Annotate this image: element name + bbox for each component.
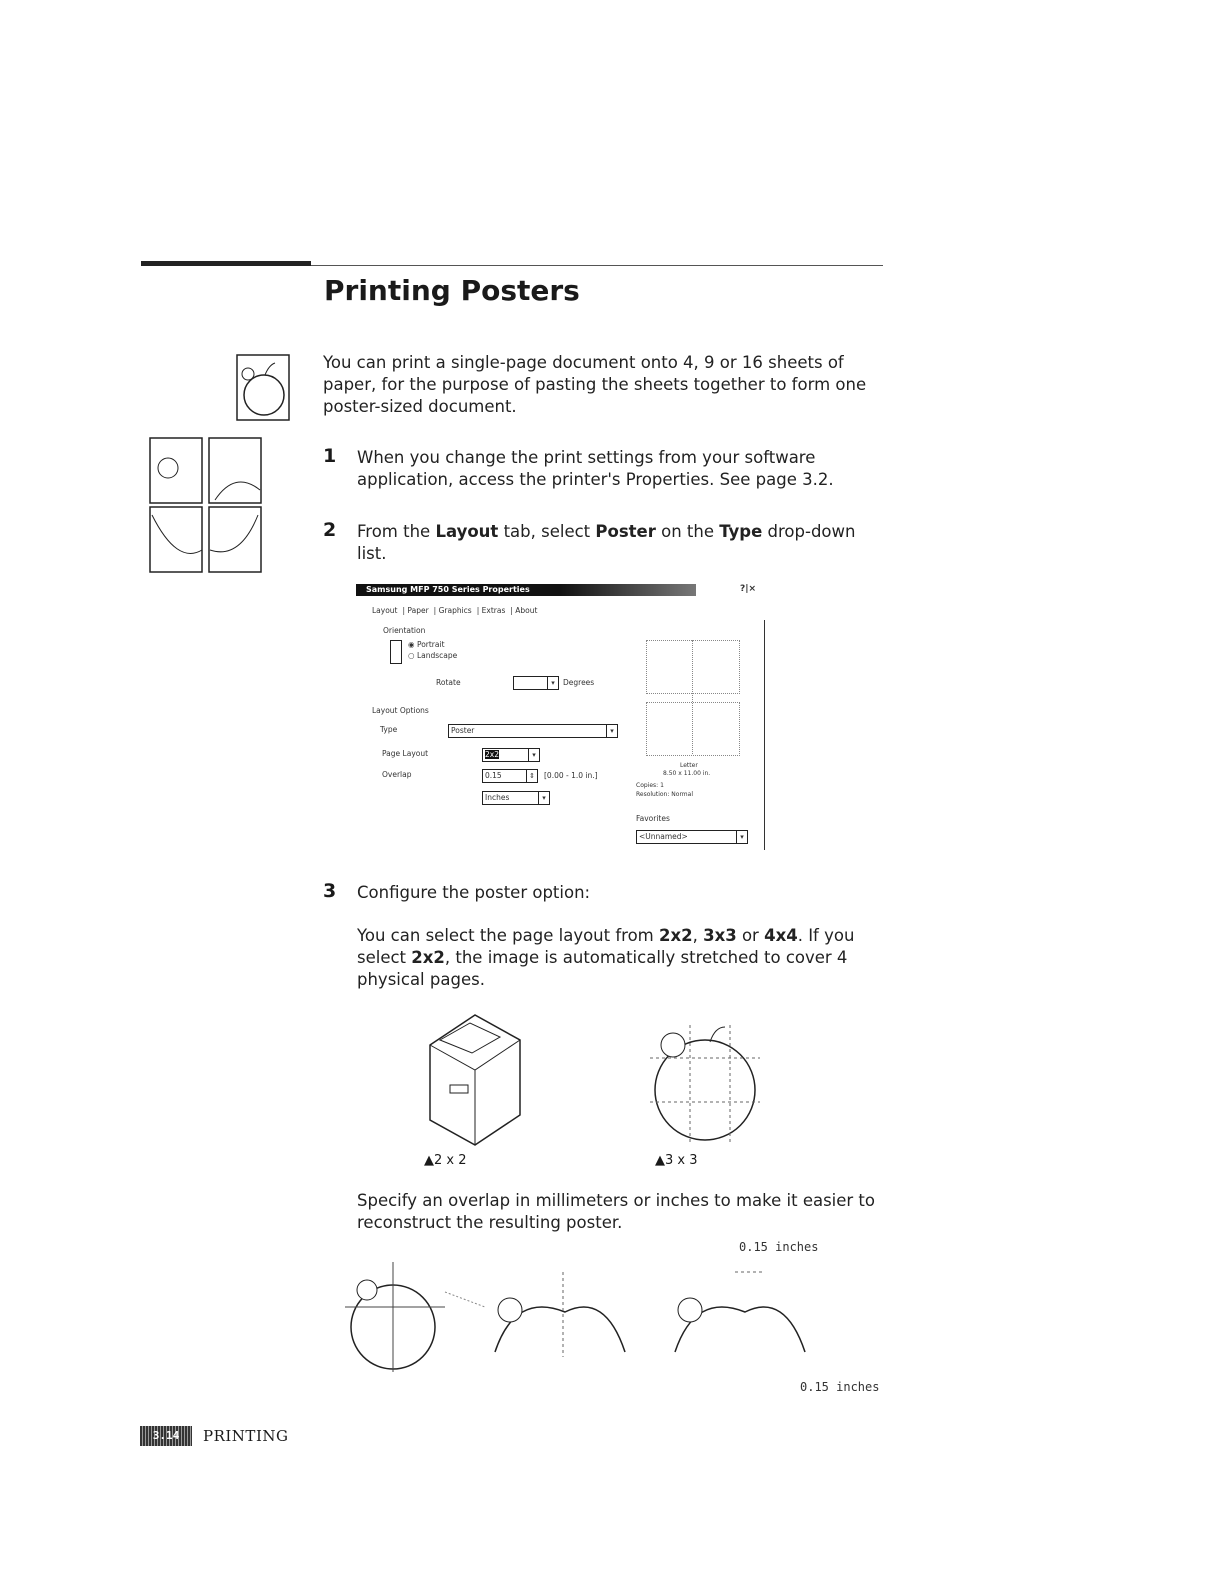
printer-properties-dialog xyxy=(356,584,768,850)
tab-about[interactable]: About xyxy=(515,606,538,615)
page-layout-label: Page Layout xyxy=(382,749,429,758)
page-number-badge: 3.14 xyxy=(140,1426,192,1446)
overlap-input[interactable]: 0.15 ⇕ xyxy=(482,769,538,783)
units-select[interactable]: Inches ▾ xyxy=(482,791,550,805)
overlap-label-bottom: 0.15 inches xyxy=(800,1380,880,1394)
page-layout-select[interactable]: 2x2 ▾ xyxy=(482,748,540,762)
favorites-select[interactable]: <Unnamed> ▾ xyxy=(636,830,748,844)
rotate-input[interactable] xyxy=(513,676,559,690)
overlap-paragraph: Specify an overlap in millimeters or inches to make it easier to reconstruct the resulting poster. xyxy=(357,1191,876,1232)
dialog-tabs: Layout | Paper | Graphics | Extras | About xyxy=(372,606,542,615)
dialog-window-buttons[interactable]: ?|× xyxy=(740,584,757,594)
paper-name: Letter xyxy=(680,762,698,769)
step-2-number: 2 xyxy=(323,519,337,541)
type-select[interactable]: Poster ▾ xyxy=(448,724,618,738)
step-1-number: 1 xyxy=(323,445,337,467)
paper-size: 8.50 x 11.00 in. xyxy=(663,770,711,777)
caption-2x2: ▲2 x 2 xyxy=(424,1153,467,1168)
favorites-label: Favorites xyxy=(636,814,670,823)
printer-illustration xyxy=(420,1005,530,1150)
preview-top xyxy=(646,640,740,694)
overlap-spinner-icon[interactable]: ⇕ xyxy=(526,770,537,782)
tab-graphics[interactable]: Graphics xyxy=(438,606,472,615)
intro-paragraph: You can print a single-page document onto 4, 9 or 16 sheets of paper, for the purpose of pasting the sheets together to form one poster-sized document. xyxy=(323,353,867,416)
orientation-icon xyxy=(390,640,402,664)
header-rule-thin xyxy=(311,265,883,266)
rotate-dropdown-icon: ▾ xyxy=(547,677,558,689)
header-rule-thick xyxy=(141,261,311,266)
preview-bottom xyxy=(646,702,740,756)
layout-options-paragraph: You can select the page layout from 2x2, 3x3 or 4x4. If you select 2x2, the image is automatically stretched to cover 4 physical pages. xyxy=(357,926,855,989)
overlap-illustration xyxy=(345,1262,845,1377)
type-dropdown-icon: ▾ xyxy=(606,725,617,737)
worm-head xyxy=(242,368,254,380)
overlap-label-top: 0.15 inches xyxy=(739,1240,819,1254)
units-dropdown-icon: ▾ xyxy=(538,792,549,804)
overlap-label: Overlap xyxy=(382,770,412,779)
step-2-text: From the Layout tab, select Poster on the Type drop-down list. xyxy=(357,522,856,563)
apple-3x3-illustration xyxy=(645,1010,770,1150)
step-3-text: Configure the poster option: xyxy=(357,883,591,902)
copies-readout: Copies: 1 xyxy=(636,782,664,789)
landscape-radio[interactable]: ○ Landscape xyxy=(408,651,458,660)
worm-face xyxy=(158,458,178,478)
overlap-range: [0.00 - 1.0 in.] xyxy=(544,771,598,780)
degrees-label: Degrees xyxy=(563,678,595,687)
orientation-label: Orientation xyxy=(383,626,426,635)
page-title: Printing Posters xyxy=(324,274,580,307)
type-label: Type xyxy=(380,725,398,734)
portrait-radio[interactable]: ◉ Portrait xyxy=(408,640,445,649)
poster-margin-illustration xyxy=(140,350,300,575)
apple-outline xyxy=(244,375,284,415)
layout-options-label: Layout Options xyxy=(372,706,429,715)
favorites-dropdown-icon: ▾ xyxy=(736,831,747,843)
tab-extras[interactable]: Extras xyxy=(481,606,506,615)
resolution-readout: Resolution: Normal xyxy=(636,791,693,798)
dialog-right-edge xyxy=(764,620,765,850)
section-label: PRINTING xyxy=(203,1427,289,1445)
tab-paper[interactable]: Paper xyxy=(407,606,429,615)
rotate-label: Rotate xyxy=(436,678,461,687)
dialog-title-bar: Samsung MFP 750 Series Properties xyxy=(356,584,696,596)
caption-3x3: ▲3 x 3 xyxy=(655,1153,698,1168)
step-1-text: When you change the print settings from your software application, access the printer's Properties. See page 3.2. xyxy=(357,448,834,489)
tab-layout[interactable]: Layout xyxy=(372,606,398,615)
step-3-number: 3 xyxy=(323,880,337,902)
page-layout-dropdown-icon: ▾ xyxy=(528,749,539,761)
